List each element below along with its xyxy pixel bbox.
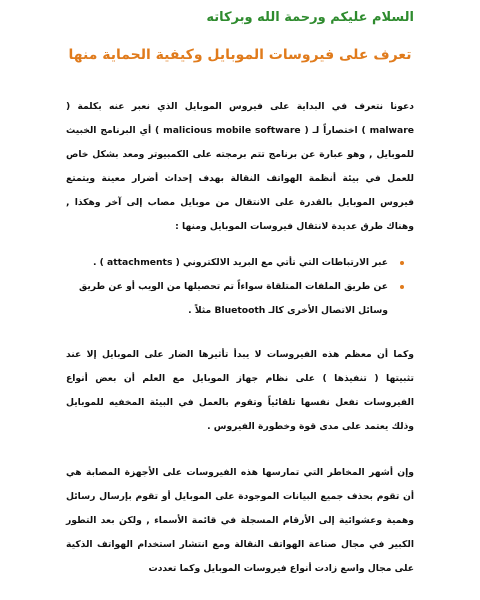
greeting-line: السلام عليكم ورحمة الله وبركاته bbox=[206, 10, 414, 25]
list-item-text: عبر الارتباطات التي تأتي مع البريد الالكتروني ( attachments ) . bbox=[92, 257, 388, 268]
document-title: تعرف على فيروسات الموبايل وكيفية الحماية منها bbox=[68, 47, 412, 63]
list-item bbox=[66, 275, 404, 323]
intro-paragraph: دعونا نتعرف في البداية على فيروس الموبايل الذي نعبر عنه بكلمة ( malware ) اختصاراً لـ ( malicious mobile software ) أي البرنامج الخبيث للموبايل , وهو عبارة عن برنامج تتم برمجته على الكمبيوتر ومعد بشكل خاص للعمل في بيئة أنظمة الهواتف النقالة بهدف إحداث أضرار معينة ويتمتع فيروس الموبايل بالقدرة على الانتقال من موبايل مصاب إلى آخر وهكذا , وهناك طرق عديدة لانتقال فيروسات الموبايل ومنها : bbox=[66, 101, 414, 232]
list-item bbox=[66, 251, 404, 275]
risks-paragraph: وإن أشهر المخاطر التي تمارسها هذه الفيروسات على الأجهزة المصابة هي أن تقوم بحذف جميع البيانات الموجودة على الموبايل أو تقوم بإرسال رسائل وهمية وعشوائية إلى الأرقام المسجلة في قائمة الأسماء , ولكن بعد التطور الكبير في مجال صناعة الهواتف النقالة ومع انتشار استخدام الهواتف الذكية على مجال واسع زادت أنواع فيروسات الموبايل وكما تعددت bbox=[66, 467, 414, 574]
list-item-text: عن طريق الملفات المتلقاة سواءاً تم تحصيلها من الويب أو عن طريق وسائل الاتصال الأخرى كالـ Bluetooth مثلاً . bbox=[79, 281, 388, 316]
bullet-dot-icon bbox=[400, 261, 404, 265]
transmission-methods-list bbox=[66, 251, 414, 323]
bullet-dot-icon bbox=[400, 285, 404, 289]
activation-paragraph: وكما أن معظم هذه الفيروسات لا يبدأ تأثيرها الضار على الموبايل إلا عند تثبيتها ( تنفيذها ) على نظام جهاز الموبايل مع العلم أن بعض أنواع الفيروسات تفعل نفسها تلقائياً وتقوم بالعمل في البيئة المخفيه للموبايل وذلك يعتمد على مدى قوة وخطورة الفيروس . bbox=[66, 349, 414, 432]
